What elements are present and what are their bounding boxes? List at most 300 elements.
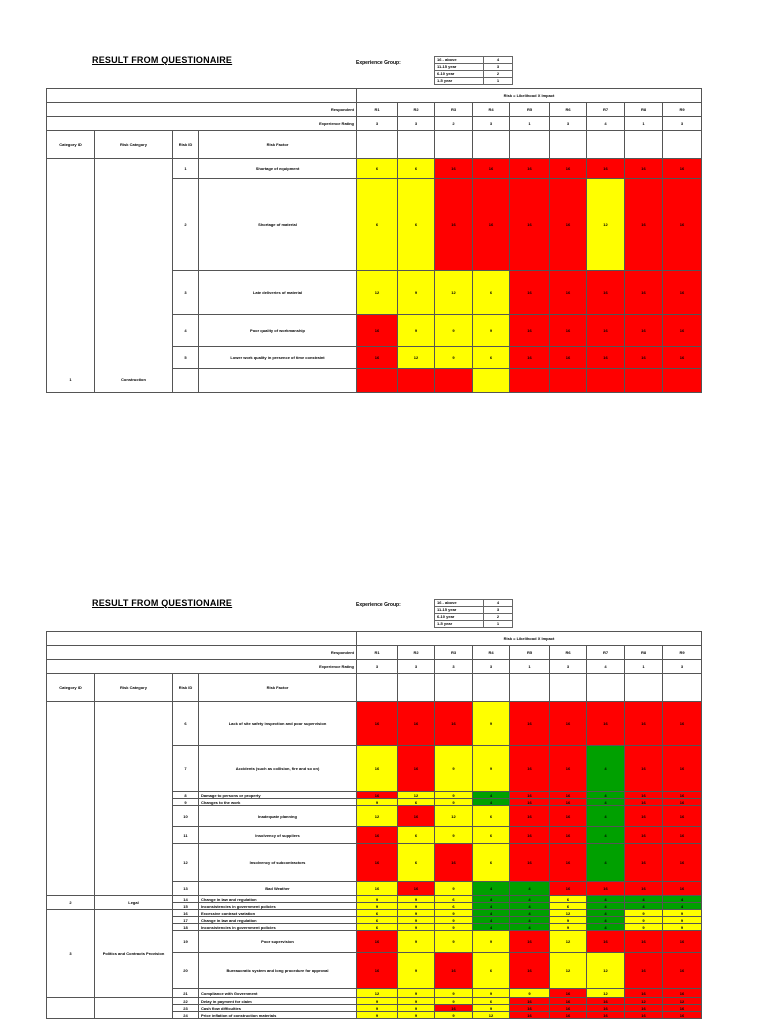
risk-score-cell: 4 [473,903,510,910]
risk-score-cell: 4 [587,827,625,844]
category-id-cell: 3 [47,910,95,998]
risk-score-cell: 16 [550,1012,587,1019]
risk-formula: Risk = Likelihood X Impact [357,632,702,646]
risk-factor-cell: Lack of site safety inspection and poor supervision [199,702,357,746]
page-title: RESULT FROM QUESTIONAIRE [92,55,233,65]
risk-score-cell: 9 [398,917,435,924]
risk-score-cell: 16 [625,347,663,369]
risk-score-cell: 4 [473,896,510,903]
risk-score-cell: 4 [587,746,625,792]
risk-score-cell: 12 [357,271,398,315]
table-row [47,159,702,179]
respondent-row [47,103,702,117]
respondent-header: R9 [663,103,702,117]
risk-id-cell: 3 [173,271,199,315]
risk-score-cell: 4 [473,910,510,917]
risk-score-cell: 9 [357,903,398,910]
risk-score-cell: 12 [435,271,473,315]
risk-id-cell: 22 [173,998,199,1005]
risk-score-cell: 16 [510,746,550,792]
risk-score-cell: 6 [550,896,587,903]
risk-score-cell: 16 [587,882,625,896]
risk-score-cell: 9 [435,882,473,896]
experience-rating: 3 [435,660,473,674]
risk-score-cell: 16 [550,315,587,347]
risk-score-cell: 16 [550,827,587,844]
category-name-cell: Politics and Contracts Provision [95,910,173,998]
experience-rating: 1 [510,660,550,674]
risk-score-cell: 16 [625,806,663,827]
risk-score-cell: 16 [587,315,625,347]
risk-score-cell: 9 [435,989,473,998]
risk-score-cell: 16 [625,827,663,844]
respondent-header: R2 [398,103,435,117]
respondent-header: R8 [625,103,663,117]
risk-score-cell: 16 [550,806,587,827]
risk-score-cell: 9 [398,315,435,347]
risk-score-cell: 16 [663,746,702,792]
risk-score-cell: 16 [510,844,550,882]
category-id-cell [47,702,95,896]
experience-rating: 3 [663,117,702,131]
risk-id-cell: 5 [173,347,199,369]
risk-score-cell: 9 [663,924,702,931]
risk-score-cell: 16 [550,844,587,882]
risk-factor-cell: Insolvency of subcontractors [199,844,357,882]
risk-score-cell: 6 [473,827,510,844]
risk-score-cell: 16 [550,799,587,806]
experience-rating: 3 [550,117,587,131]
risk-score-cell: 16 [510,1005,550,1012]
risk-score-cell: 12 [398,347,435,369]
risk-score-cell [587,369,625,393]
risk-factor-cell: Poor supervision [199,931,357,953]
risk-score-cell: 16 [510,931,550,953]
risk-score-cell: 9 [473,931,510,953]
risk-factor-cell: Inconsistencies in government policies [199,903,357,910]
risk-score-cell: 6 [473,271,510,315]
risk-score-cell: 16 [663,806,702,827]
risk-id-cell: 17 [173,917,199,924]
risk-score-cell: 16 [663,792,702,799]
risk-score-cell: 9 [398,998,435,1005]
risk-score-cell: 9 [625,924,663,931]
respondent-header: R8 [625,646,663,660]
risk-factor-cell: Inconsistencies in government policies [199,924,357,931]
risk-score-cell: 9 [357,998,398,1005]
risk-score-cell: 4 [510,896,550,903]
risk-score-cell: 16 [357,931,398,953]
experience-rating: 4 [587,660,625,674]
risk-score-cell: 4 [587,844,625,882]
experience-group-table [434,599,513,628]
risk-score-cell: 16 [663,989,702,998]
blank-cell [398,131,435,159]
risk-score-cell: 4 [663,903,702,910]
risk-score-cell: 6 [357,179,398,271]
risk-score-cell: 16 [663,315,702,347]
risk-score-cell: 12 [473,1012,510,1019]
risk-score-cell: 9 [357,799,398,806]
risk-score-cell: 4 [587,806,625,827]
risk-score-cell: 16 [550,1005,587,1012]
respondent-label: Respondent [47,646,357,660]
risk-score-cell: 16 [357,746,398,792]
risk-score-cell: 9 [398,924,435,931]
risk-id-cell: 9 [173,799,199,806]
risk-score-cell: 16 [550,179,587,271]
risk-score-cell: 9 [398,931,435,953]
risk-factor-cell: Damage to persons or property [199,792,357,799]
eg-range: 1-5 year [435,621,484,628]
experience-rating: 3 [357,660,398,674]
experience-group-table [434,56,513,85]
risk-score-cell: 9 [435,315,473,347]
risk-score-cell: 4 [587,917,625,924]
risk-score-cell: 9 [435,931,473,953]
risk-score-cell: 12 [550,953,587,989]
risk-score-cell: 6 [473,998,510,1005]
risk-score-cell: 16 [473,159,510,179]
risk-score-cell: 16 [510,792,550,799]
blank-cell [663,131,702,159]
risk-category-header: Risk Category [95,131,173,159]
blank-cell [398,674,435,702]
table-row [47,910,702,917]
risk-score-cell: 16 [357,953,398,989]
risk-score-cell: 16 [625,844,663,882]
risk-score-cell: 12 [587,953,625,989]
risk-factor-cell: Compliance with Government [199,989,357,998]
risk-score-cell: 9 [435,347,473,369]
risk-score-cell: 9 [398,910,435,917]
risk-id-cell: 4 [173,315,199,347]
risk-factor-cell: Change in law and regulation [199,917,357,924]
risk-factor-cell: Insolvency of suppliers [199,827,357,844]
risk-factor-cell: Shortage of material [199,179,357,271]
risk-factor-cell: Lower work quality in presence of time constraint [199,347,357,369]
risk-score-cell: 16 [550,882,587,896]
risk-score-cell: 16 [398,702,435,746]
blank-cell [587,131,625,159]
risk-score-cell: 16 [510,159,550,179]
experience-rating: 3 [663,660,702,674]
experience-rating-label: Experience Rating [47,660,357,674]
eg-range: 6-10 year [435,614,484,621]
risk-score-cell: 16 [663,347,702,369]
table-row [47,998,702,1005]
risk-score-cell: 6 [398,179,435,271]
risk-id-cell: 16 [173,910,199,917]
risk-score-cell: 16 [625,931,663,953]
risk-score-cell: 9 [473,989,510,998]
risk-score-cell: 9 [550,924,587,931]
risk-score-cell: 16 [625,159,663,179]
risk-score-cell: 9 [435,924,473,931]
risk-score-cell: 16 [587,347,625,369]
risk-score-cell: 16 [587,998,625,1005]
risk-score-cell [625,369,663,393]
risk-score-cell: 16 [663,271,702,315]
risk-score-cell: 16 [663,844,702,882]
risk-score-cell: 16 [625,746,663,792]
blank-cell [357,674,398,702]
risk-score-cell: 9 [357,1005,398,1012]
risk-score-cell: 12 [663,998,702,1005]
risk-score-cell: 16 [435,844,473,882]
risk-score-cell: 9 [398,271,435,315]
risk-score-cell: 9 [398,1012,435,1019]
risk-score-cell: 16 [510,953,550,989]
risk-id-cell: 2 [173,179,199,271]
risk-factor-cell: Inadequate planning [199,806,357,827]
risk-id-header: Risk ID [173,131,199,159]
risk-score-cell: 16 [550,792,587,799]
risk-factor-cell: Cash flow difficulties [199,1005,357,1012]
risk-score-cell: 16 [625,799,663,806]
risk-score-cell: 4 [587,924,625,931]
risk-score-cell: 4 [663,896,702,903]
risk-factor-cell: Price inflation of construction materials [199,1012,357,1019]
risk-id-cell: 23 [173,1005,199,1012]
risk-score-cell: 9 [625,910,663,917]
risk-score-cell: 6 [473,844,510,882]
risk-score-cell: 6 [398,159,435,179]
risk-score-cell: 6 [357,924,398,931]
blank-cell [473,674,510,702]
respondent-header: R7 [587,646,625,660]
risk-factor-cell: Bureaucratic system and long procedure for approval [199,953,357,989]
blank-cell [625,131,663,159]
risk-score-cell: 16 [625,882,663,896]
experience-rating-row [47,117,702,131]
eg-rating: 4 [484,600,513,607]
risk-score-cell: 16 [625,953,663,989]
risk-score-cell: 16 [398,882,435,896]
eg-rating: 4 [484,57,513,64]
respondent-header: R1 [357,103,398,117]
risk-score-cell: 9 [435,998,473,1005]
risk-factor-cell: Shortage of equipment [199,159,357,179]
risk-score-cell: 6 [550,903,587,910]
risk-score-cell: 16 [625,989,663,998]
risk-score-cell: 4 [587,799,625,806]
blank-cell [550,131,587,159]
category-id-header: Category ID [47,131,95,159]
respondent-header: R3 [435,103,473,117]
risk-score-cell: 12 [357,989,398,998]
risk-score-cell: 9 [510,989,550,998]
risk-id-cell: 7 [173,746,199,792]
risk-score-cell: 12 [587,989,625,998]
risk-score-cell: 16 [510,271,550,315]
risk-score-cell: 9 [473,1005,510,1012]
category-name-cell [95,998,173,1019]
respondent-label: Respondent [47,103,357,117]
risk-score-cell: 16 [398,746,435,792]
risk-score-cell: 12 [587,179,625,271]
risk-score-cell: 16 [435,953,473,989]
experience-rating: 1 [625,117,663,131]
risk-score-cell: 12 [625,998,663,1005]
risk-score-cell: 12 [398,792,435,799]
table-row [47,896,702,903]
risk-score-cell: 16 [625,315,663,347]
risk-score-cell: 6 [398,799,435,806]
risk-score-cell: 16 [510,347,550,369]
risk-factor-header: Risk Factor [199,674,357,702]
risk-score-cell: 16 [587,1012,625,1019]
risk-score-cell: 4 [587,903,625,910]
risk-score-cell [473,369,510,393]
column-header-row [47,674,702,702]
blank-cell [47,89,357,103]
risk-score-cell: 16 [663,159,702,179]
experience-rating: 3 [357,117,398,131]
experience-rating-row [47,660,702,674]
risk-score-cell: 4 [473,792,510,799]
experience-rating: 1 [510,117,550,131]
risk-score-cell: 16 [510,998,550,1005]
risk-score-cell: 9 [435,792,473,799]
risk-score-cell: 4 [473,917,510,924]
risk-score-cell: 16 [357,315,398,347]
risk-score-cell: 16 [663,953,702,989]
category-id-header: Category ID [47,674,95,702]
respondent-header: R7 [587,103,625,117]
eg-range: 6-10 year [435,71,484,78]
risk-score-cell: 4 [587,792,625,799]
risk-score-cell: 9 [473,702,510,746]
experience-rating: 2 [435,117,473,131]
risk-score-cell: 16 [550,271,587,315]
risk-score-cell: 9 [625,917,663,924]
risk-score-cell: 16 [357,844,398,882]
risk-factor-cell [199,369,357,393]
blank-cell [510,674,550,702]
risk-id-cell: 14 [173,896,199,903]
risk-score-cell: 9 [435,1012,473,1019]
risk-score-cell [510,369,550,393]
risk-factor-cell: Bad Weather [199,882,357,896]
risk-factor-cell: Delay in payment for claim [199,998,357,1005]
risk-score-cell: 16 [398,806,435,827]
respondent-header: R4 [473,103,510,117]
risk-id-cell: 10 [173,806,199,827]
risk-id-cell: 6 [173,702,199,746]
experience-rating-label: Experience Rating [47,117,357,131]
eg-range: 11-15 year [435,64,484,71]
risk-score-cell: 16 [550,347,587,369]
risk-score-cell: 16 [663,1012,702,1019]
risk-id-cell: 24 [173,1012,199,1019]
category-id-cell [47,998,95,1019]
risk-id-cell: 11 [173,827,199,844]
risk-score-cell: 6 [473,347,510,369]
respondent-header: R1 [357,646,398,660]
risk-score-cell: 4 [510,917,550,924]
risk-score-cell: 16 [510,179,550,271]
risk-score-cell: 9 [473,315,510,347]
risk-id-cell: 19 [173,931,199,953]
risk-score-cell: 4 [625,903,663,910]
risk-score-cell: 16 [663,179,702,271]
risk-score-cell: 16 [587,931,625,953]
risk-score-cell: 9 [435,799,473,806]
category-name-cell [95,702,173,896]
risk-score-cell: 9 [398,953,435,989]
experience-rating: 3 [398,117,435,131]
experience-group-label: Experience Group: [356,60,401,66]
risk-score-cell: 9 [435,917,473,924]
formula-row [47,89,702,103]
risk-score-cell: 4 [587,896,625,903]
risk-id-cell [173,369,199,393]
risk-score-cell: 9 [473,746,510,792]
blank-cell [435,131,473,159]
risk-score-cell: 4 [510,903,550,910]
risk-score-cell: 9 [663,910,702,917]
risk-factor-header: Risk Factor [199,131,357,159]
risk-id-cell: 1 [173,159,199,179]
risk-score-cell: 16 [663,799,702,806]
risk-formula: Risk = Likelihood X Impact [357,89,702,103]
risk-score-cell: 16 [587,271,625,315]
category-id-cell: 2 [47,896,95,910]
risk-score-cell: 12 [435,806,473,827]
risk-score-cell: 16 [625,792,663,799]
page-1 [0,0,768,400]
risk-score-cell: 16 [663,1005,702,1012]
experience-rating: 3 [398,660,435,674]
risk-score-cell: 4 [473,799,510,806]
blank-cell [587,674,625,702]
category-name-cell: Legal [95,896,173,910]
risk-score-cell [398,369,435,393]
risk-score-cell: 16 [587,159,625,179]
risk-score-cell: 16 [663,931,702,953]
risk-score-cell: 16 [510,799,550,806]
risk-score-cell: 16 [357,882,398,896]
respondent-header: R5 [510,646,550,660]
experience-rating: 1 [625,660,663,674]
risk-score-cell: 16 [625,271,663,315]
risk-score-cell: 9 [398,989,435,998]
risk-score-cell: 12 [357,806,398,827]
risk-score-cell: 4 [510,910,550,917]
column-header-row [47,131,702,159]
risk-id-cell: 18 [173,924,199,931]
blank-cell [663,674,702,702]
blank-cell [510,131,550,159]
risk-score-cell: 9 [398,896,435,903]
respondent-header: R9 [663,646,702,660]
blank-cell [357,131,398,159]
risk-score-cell: 6 [357,159,398,179]
risk-score-cell: 16 [550,746,587,792]
experience-rating: 3 [550,660,587,674]
eg-range: 16 - above [435,57,484,64]
risk-score-cell: 6 [473,953,510,989]
risk-score-cell: 16 [357,347,398,369]
formula-row [47,632,702,646]
eg-range: 1-5 year [435,78,484,85]
risk-factor-cell: Late deliveries of material [199,271,357,315]
eg-range: 16 - above [435,600,484,607]
risk-score-cell: 4 [587,910,625,917]
risk-score-cell: 16 [510,806,550,827]
risk-score-cell: 9 [357,1012,398,1019]
